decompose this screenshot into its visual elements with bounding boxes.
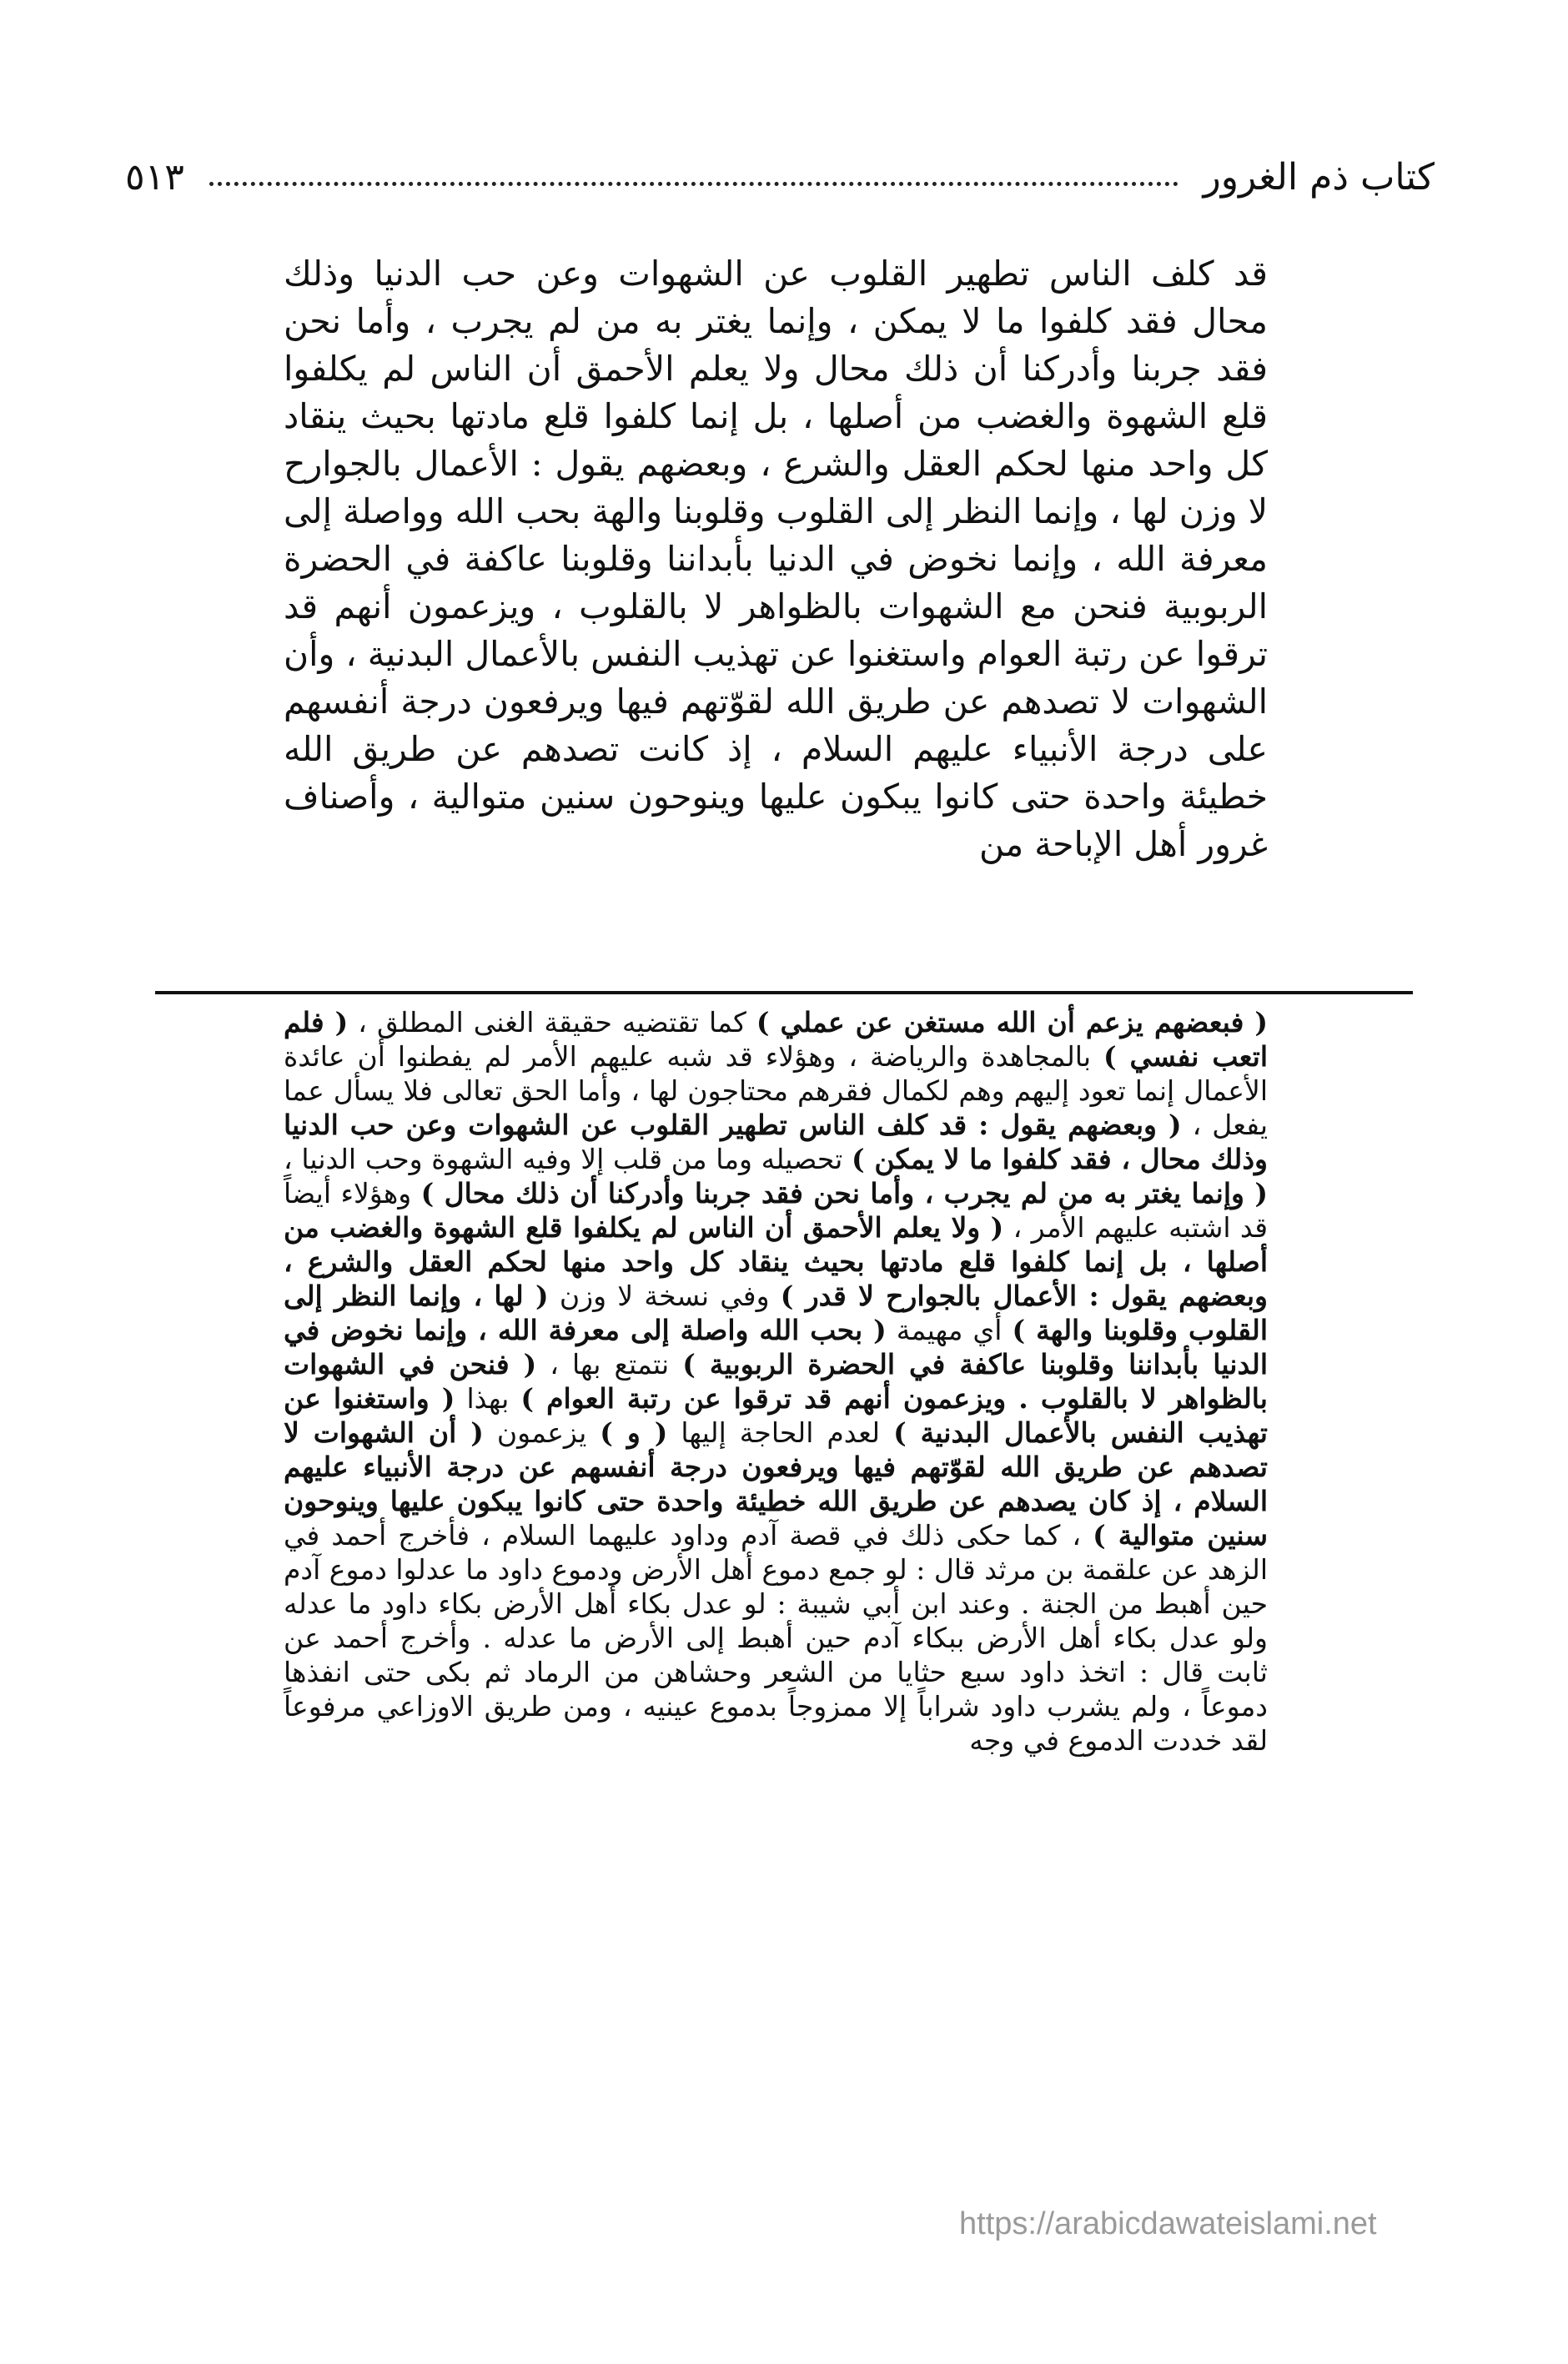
- commentary-explanation: وهؤلاء أيضاً قد اشتبه عليهم الأمر ،: [284, 1177, 1268, 1244]
- commentary-explanation: كما تقتضيه حقيقة الغنى المطلق ،: [348, 1006, 756, 1039]
- commentary-explanation: أي مهيمة: [886, 1314, 1013, 1346]
- running-title: كتاب ذم الغرور: [1203, 155, 1435, 199]
- commentary-explanation: بالمجاهدة والرياضة ، وهؤلاء قد شبه عليهم الأمر لم يفطنوا أن عائدة الأعمال إنما تعود إليهم وهم لكمال فقرهم محتاجون لها ، وأما الحق تعالى فلا يسأل عما يفعل ،: [284, 1040, 1269, 1141]
- commentary-quoted-text: ( وإنما يغتر به من لم يجرب ، وأما نحن فقد جربنا وأدركنا أن ذلك محال ): [420, 1177, 1269, 1210]
- footnote-separator: [155, 991, 1413, 994]
- commentary-quoted-text: ( وبعضهم يقول : قد كلف الناس تطهير القلوب عن الشهوات وعن حب الدنيا وذلك محال ، فقد كلفوا ما لا يمكن ): [284, 1109, 1268, 1175]
- commentary-quoted-text: ( واستغنوا عن تهذيب النفس بالأعمال البدنية ): [284, 1382, 1268, 1449]
- watermark-url: https://arabicdawateislami.net: [959, 2206, 1377, 2241]
- commentary-quoted-text: ( أن الشهوات لا تصدهم عن طريق الله لقوّتهم فيها ويرفعون درجة أنفسهم عن درجة الأنبياء عليهم السلام ، إذ كان يصدهم عن طريق الله خطيئة واحدة حتى كانوا يبكون عليها وينوحون سنين متوالية ): [284, 1416, 1268, 1552]
- commentary-quoted-text: ( فبعضهم يزعم أن الله مستغن عن عملي ): [756, 1006, 1269, 1039]
- commentary-quoted-text: ( فلم اتعب نفسي ): [284, 1006, 1269, 1073]
- commentary-quoted-text: ( ولا يعلم الأحمق أن الناس لم يكلفوا قلع الشهوة والغضب من أصلها ، بل إنما كلفوا قلع مادتها بحيث ينقاد كل واحد منها لحكم العقل والشرع ، وبعضهم يقول : الأعمال بالجوارح لا قدر ): [284, 1211, 1268, 1312]
- commentary-explanation: ، كما حكى ذلك في قصة آدم وداود عليهما السلام ، فأخرج أحمد في الزهد عن علقمة بن مرثد قال : لو جمع دموع أهل الأرض ودموع داود ما عدلوا دموع آدم حين أهبط من الجنة . وعند ابن أبي شيبة : لو عدل بكاء أهل الأرض بكاء داود ما عدله ولو عدل بكاء أهل الأرض ببكاء آدم حين أهبط إلى الأرض ما عدله . وأخرج أحمد عن ثابت قال : اتخذ داود سبع حثايا من الشعر وحشاهن من الرماد ثم بكى حتى انفذها دموعاً ، ولم يشرب داود شراباً إلا ممزوجاً بدموع عينيه ، ومن طريق الاوزاعي مرفوعاً لقد خددت الدموع في وجه: [284, 1519, 1268, 1757]
- commentary-quoted-text: ( لها ، وإنما النظر إلى القلوب وقلوبنا والهة ): [284, 1280, 1268, 1346]
- commentary-explanation: بهذا: [455, 1382, 521, 1415]
- commentary-explanation: لعدم الحاجة إليها: [667, 1416, 894, 1449]
- commentary-quoted-text: ( بحب الله واصلة إلى معرفة الله ، وإنما نخوض في الدنيا بأبداننا وقلوبنا عاكفة في الحضرة الربوبية ): [284, 1314, 1269, 1381]
- page-header: [125, 143, 1435, 210]
- main-text-block: [284, 250, 1268, 868]
- commentary-paragraph: [284, 1005, 1268, 1758]
- header-dot-leader: [209, 182, 1179, 186]
- main-text-paragraph: قد كلف الناس تطهير القلوب عن الشهوات وعن حب الدنيا وذلك محال فقد كلفوا ما لا يمكن ، وإنما يغتر به من لم يجرب ، وأما نحن فقد جربنا وأدركنا أن ذلك محال ولا يعلم الأحمق أن الناس لم يكلفوا قلع الشهوة والغضب من أصلها ، بل إنما كلفوا قلع مادتها بحيث ينقاد كل واحد منها لحكم العقل والشرع ، وبعضهم يقول : الأعمال بالجوارح لا وزن لها ، وإنما النظر إلى القلوب وقلوبنا والهة بحب الله وواصلة إلى معرفة الله ، وإنما نخوض في الدنيا بأبداننا وقلوبنا عاكفة في الحضرة الربوبية فنحن مع الشهوات بالظواهر لا بالقلوب ، ويزعمون أنهم قد ترقوا عن رتبة العوام واستغنوا عن تهذيب النفس بالأعمال البدنية ، وأن الشهوات لا تصدهم عن طريق الله لقوّتهم فيها ويرفعون درجة أنفسهم على درجة الأنبياء عليهم السلام ، إذ كانت تصدهم عن طريق الله خطيئة واحدة حتى كانوا يبكون عليها وينوحون سنين متوالية ، وأصناف غرور أهل الإباحة من: [284, 254, 1268, 864]
- commentary-quoted-text: ( فنحن في الشهوات بالظواهر لا بالقلوب . ويزعمون أنهم قد ترقوا عن رتبة العوام ): [284, 1348, 1268, 1415]
- page-number: ٥١٣: [125, 155, 184, 199]
- commentary-explanation: نتمتع بها ،: [536, 1348, 683, 1381]
- commentary-explanation: يزعمون: [483, 1416, 601, 1449]
- commentary-explanation: تحصيله وما من قلب إلا وفيه الشهوة وحب الدنيا ،: [284, 1143, 852, 1175]
- commentary-quoted-text: ( و ): [600, 1416, 668, 1449]
- commentary-explanation: وفي نسخة لا وزن: [548, 1280, 781, 1312]
- commentary-block: [284, 1005, 1268, 1758]
